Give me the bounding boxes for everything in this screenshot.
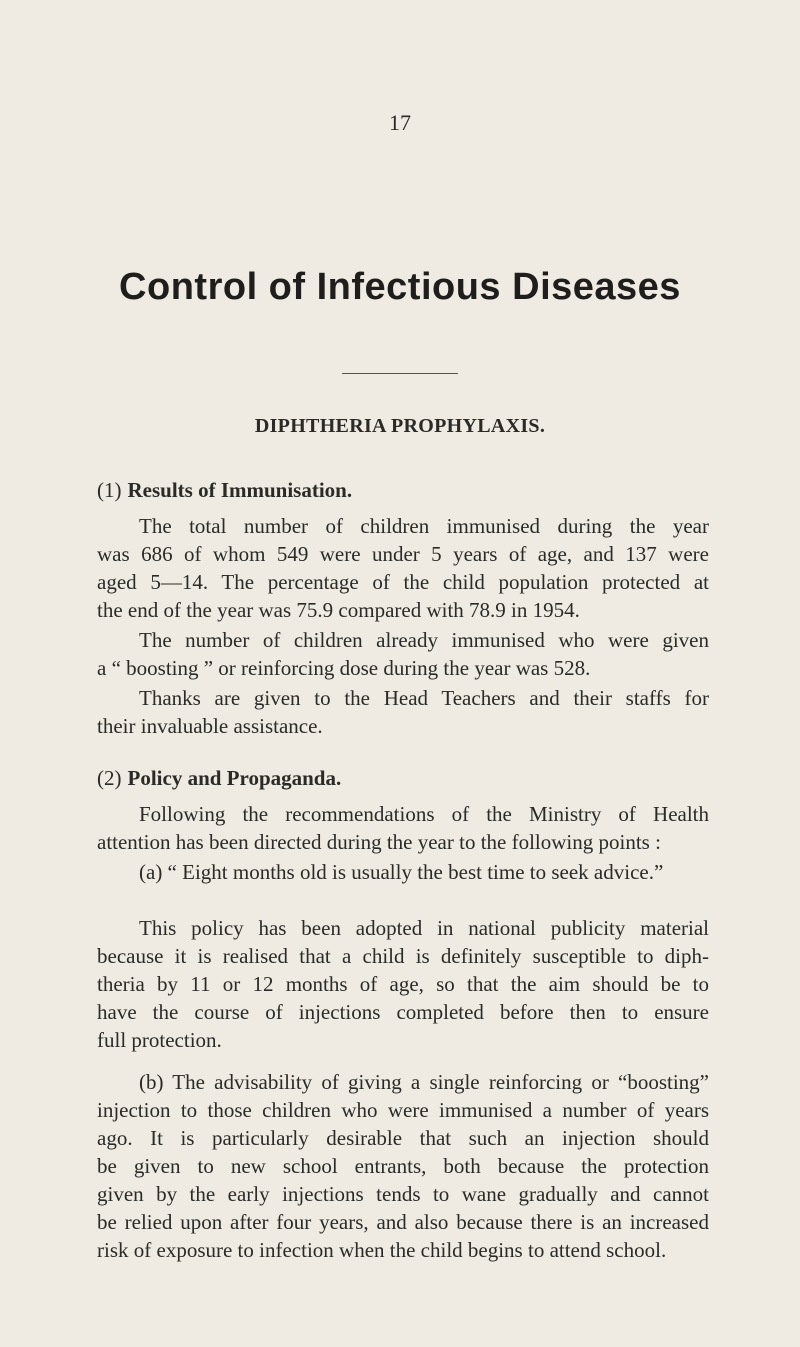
paragraph-line: injection to those children who were immunised a number of years: [97, 1098, 709, 1122]
paragraph-line: Thanks are given to the Head Teachers and their staffs for: [139, 686, 709, 710]
paragraph-line: given by the early injections tends to wane gradually and cannot: [97, 1182, 709, 1206]
paragraph-line: be relied upon after four years, and also because there is an increased: [97, 1210, 709, 1234]
paragraph-line: a “ boosting ” or reinforcing dose during the year was 528.: [97, 656, 591, 680]
paragraph-line: (a) “ Eight months old is usually the best time to seek advice.”: [139, 860, 664, 884]
paragraph-line: This policy has been adopted in national publicity material: [139, 916, 709, 940]
paragraph-line: Following the recommendations of the Ministry of Health: [139, 802, 709, 826]
paragraph-line: The total number of children immunised during the year: [139, 514, 709, 538]
paragraph-line: risk of exposure to infection when the child begins to attend school.: [97, 1238, 667, 1262]
paragraph-point-b: [97, 1068, 709, 1264]
subheading-results: [97, 478, 352, 503]
paragraph-thanks: [97, 684, 709, 740]
paragraph-line: the end of the year was 75.9 compared with 78.9 in 1954.: [97, 598, 580, 622]
paragraph-line: because it is realised that a child is definitely susceptible to diph-: [97, 944, 709, 968]
page-number: 17: [389, 110, 411, 135]
paragraph-recommendations: [97, 800, 709, 856]
paragraph-line: aged 5—14. The percentage of the child population protected at: [97, 570, 709, 594]
paragraph-results: [97, 512, 709, 624]
paragraph-line: ago. It is particularly desirable that such an injection should: [97, 1126, 709, 1150]
paragraph-boosting: [97, 626, 709, 682]
paragraph-line: full protection.: [97, 1028, 222, 1052]
subheading-label: Policy and Propaganda.: [127, 766, 342, 790]
paragraph-line: attention has been directed during the year to the following points :: [97, 830, 661, 854]
paragraph-line: (b) The advisability of giving a single reinforcing or “boosting”: [139, 1070, 709, 1094]
subheading-number: (1): [97, 478, 122, 502]
paragraph-line: theria by 11 or 12 months of age, so that the aim should be to: [97, 972, 709, 996]
paragraph-line: The number of children already immunised who were given: [139, 628, 709, 652]
subheading-label: Results of Immunisation.: [127, 478, 353, 502]
paragraph-policy: [97, 914, 709, 1054]
paragraph-line: was 686 of whom 549 were under 5 years of age, and 137 were: [97, 542, 709, 566]
paragraph-line: their invaluable assistance.: [97, 714, 323, 738]
title-divider: [342, 373, 458, 374]
subheading-number: (2): [97, 766, 122, 790]
paragraph-line: be given to new school entrants, both because the protection: [97, 1154, 709, 1178]
page-title: Control of Infectious Diseases: [119, 266, 681, 308]
subheading-policy: [97, 766, 341, 791]
paragraph-line: have the course of injections completed before then to ensure: [97, 1000, 709, 1024]
paragraph-point-a: [97, 858, 709, 886]
section-heading: DIPHTHERIA PROPHYLAXIS.: [254, 415, 546, 437]
